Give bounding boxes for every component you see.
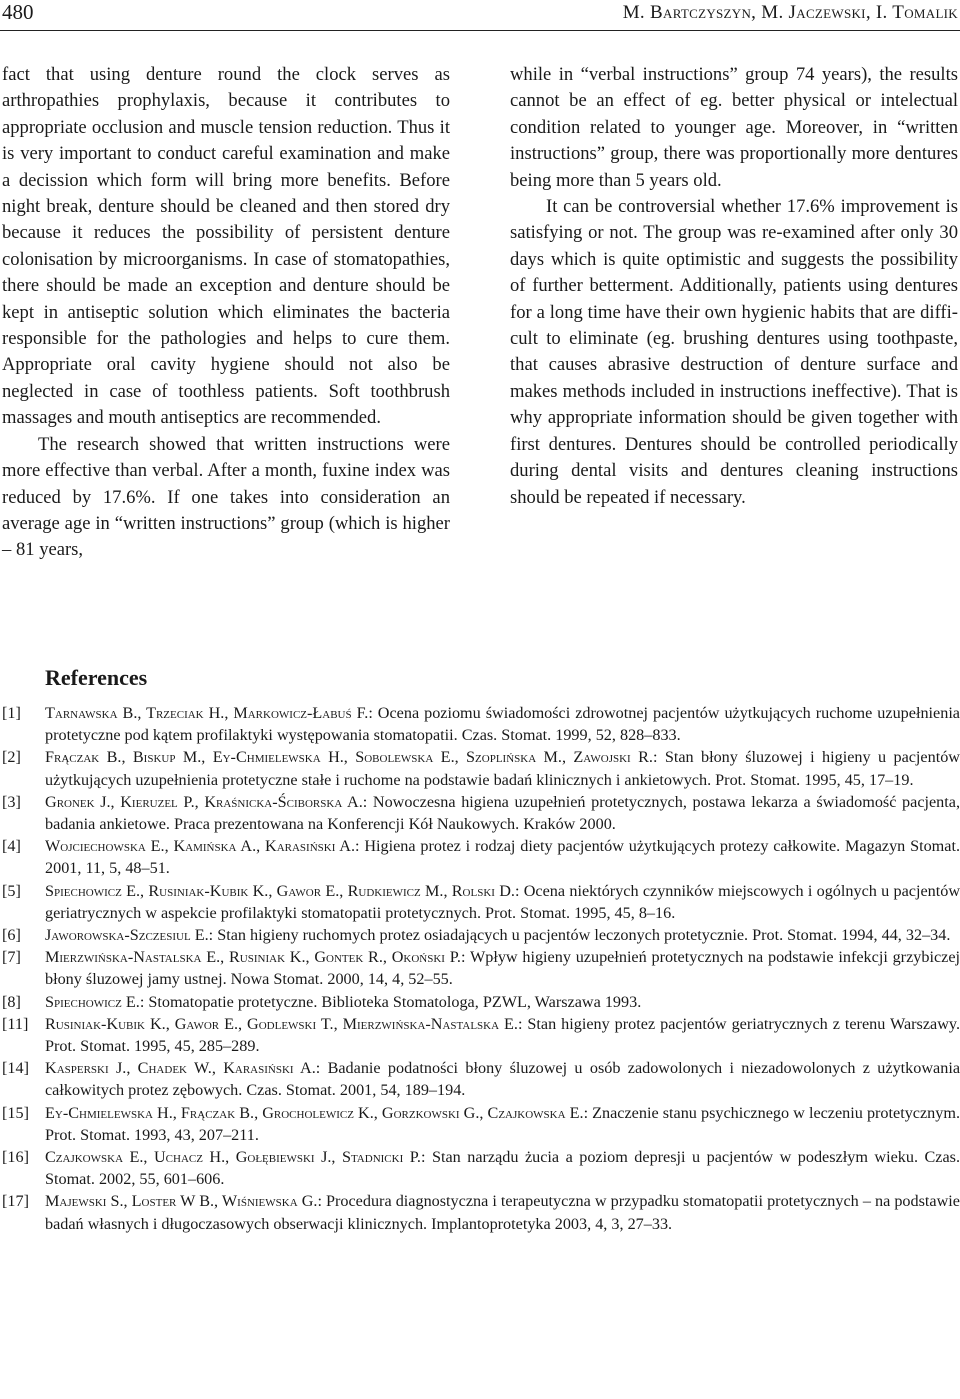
reference-text: : Stan błony śluzowej i higieny u pacjentów użytkujących uzupełnienia protetyczne stałe i ruchome na podstawie badań klinicznych i ankietowych. Prot. Stomat. 1995, 45, 17–19. [45,748,960,789]
reference-item [0,1102,960,1146]
right-column [510,62,958,511]
reference-number: [2] [2,748,21,767]
reference-text: : Procedura diagnostyczna i terapeutyczna w przypadku stomatopatii protetycznych – na podstawie badań własnych i długoczasowych obserwacji klinicznych. Implantoprotetyka 2003, 4, 3, 27–33. [45,1192,960,1233]
reference-authors: Mierzwińska-Nastalska E., Rusiniak K., Gontek R., Okoński P. [45,948,461,967]
reference-number: [15] [2,1103,29,1122]
reference-authors: Kasperski J., Chadek W., Karasiński A. [45,1059,316,1078]
page-number: 480 [2,0,34,24]
running-head: M. Bartczyszyn, M. Jaczewski, I. Tomalik [622,2,958,23]
reference-item [0,835,960,879]
reference-authors: Frączak B., Biskup M., Ey-Chmielewska H., Sobolewska E., Szoplińska M., Zawojski R. [45,748,653,767]
reference-item [0,991,960,1013]
reference-item [0,880,960,924]
reference-authors: Majewski S., Loster W B., Wiśniewska G. [45,1192,318,1211]
references-heading: References [45,665,148,690]
reference-number: [8] [2,992,21,1011]
left-paragraph-1: fact that using denture round the clock serves as arthropathies prophylaxis, because it contributes to appropriate occlusion and muscle tension reduction. Thus it is very important to conduct careful examination and make a decission which form will bring more benefits. Before night break, denture should be cleaned and then stored dry because it reduces the possibility of persistent denture colonisation by microorganisms. In case of stomatopathies, there should be made an exception and denture should be kept in antiseptic solution which eliminates the bacteria responsible for the pathologies and helps to cure them. Appropriate oral cavity hygiene should not also be neglected in case of toothless patients. Soft toothbrush massages and mouth antiseptics are recommended. [2,64,450,429]
reference-text: : Znaczenie stanu psychicznego w leczeniu protetycznym. Prot. Stomat. 1993, 43, 207–211. [45,1103,960,1144]
reference-text: : Stomatopatie protetyczne. Biblioteka Stomatologa, PZWL, Warszawa 1993. [139,992,642,1011]
reference-authors: Wojciechowska E., Kamińska A., Karasiński A. [45,837,356,856]
reference-authors: Czajkowska E., Uchacz H., Gołębiewski J., Stadnicki P. [45,1148,421,1167]
reference-item [0,1190,960,1234]
reference-number: [5] [2,881,21,900]
reference-authors: Gronek J., Kieruzel P., Kraśnicka-Ściborska A. [45,792,363,811]
reference-text: : Stan narządu żucia a poziom depresji u pacjentów w podeszłym wieku. Czas. Stomat. 2002, 55, 601–606. [45,1148,960,1189]
reference-number: [4] [2,837,21,856]
reference-text: : Higiena protez i rodzaj diety pacjentów użytkujących protezy całkowite. Magazyn Stomat. 2001, 11, 5, 48–51. [45,837,960,878]
reference-number: [6] [2,926,21,945]
reference-authors: Jaworowska-Szczesiul E. [45,926,209,945]
reference-authors: Ey-Chmielewska H., Frączak B., Grocholewicz K., Gorzkowski G., Czajkowska E. [45,1103,584,1122]
reference-text: : Ocena niektórych czynników miejscowych i ogólnych u pacjentów geriatrycznych w aspekcie profilaktyki stomatopatii protetycznych. Prot. Stomat. 1995, 45, 8–16. [45,881,960,922]
reference-number: [7] [2,948,21,967]
reference-text: : Ocena poziomu świadomości zdrowotnej pacjentów użytkujących ruchome uzupełnienia protetyczne pod kątem profilaktyki występowania stomatopatii. Czas. Stomat. 1999, 52, 828–833. [45,704,960,745]
reference-authors: Spiechowicz E., Rusiniak-Kubik K., Gawor E., Rudkiewicz M., Rolski D. [45,881,515,900]
reference-number: [16] [2,1148,29,1167]
header-rule [0,30,960,31]
reference-item [0,1146,960,1190]
reference-item [0,946,960,990]
page-header [0,0,960,30]
reference-number: [11] [2,1014,29,1033]
reference-number: [17] [2,1192,29,1211]
reference-text: : Stan higieny protez pacjentów geriatrycznych z terenu Warszawy. Prot. Stomat. 1995, 45, 285–289. [45,1014,960,1056]
reference-authors: Rusiniak-Kubik K., Gawor E., Godlewski T., Mierzwińska-Nastalska E. [45,1014,518,1033]
left-column [2,62,450,564]
reference-text: : Wpływ higieny uzupełnień protetycznych na podstawie infekcji grzybiczej błony śluzowej jamy ustnej. Nowa Stomat. 2000, 14, 4, 52–55. [45,948,960,989]
reference-text: : Badanie podatności błony śluzowej u osób zadowolonych i niezadowolonych z użytkowania całkowitych protez zębowych. Czas. Stomat. 2001, 54, 189–194. [45,1059,960,1100]
left-paragraph-2: The research showed that written instructions were more effective than verbal. After a month, fuxine index was reduced by 17.6%. If one takes into consideration an average age in “written instructions” group (which is higher – 81 years, [2,433,450,561]
right-paragraph-2: It can be controversial whether 17.6% improvement is satisfying or not. The group was re-examined after only 30 days which is quite optimistic and suggests the possibility of further betterment. Additionally, patients using dentures for a long time have their own hygienic habits that are difficult to eliminate (eg. brushing dentures using toothpaste, that causes abrasive destruction of denture surface and makes methods included in instructions ineffective). That is why appropriate information should be given together with first dentures. Dentures should be controlled periodically during dental visits and dentures cleaning instructions should be repeated if necessary. [510,196,958,508]
reference-authors: Tarnawska B., Trzeciak H., Markowicz-Łabuś F. [45,704,369,722]
reference-item [0,746,960,790]
right-paragraph-1: while in “verbal instructions” group 74 years), the results cannot be an effect of eg. better physical or intelectual condition related to younger age. Moreover, in “written instructions” group, there was proportionally more dentures being more than 5 years old. [510,64,958,191]
reference-text: : Nowoczesna higiena uzupełnień protetycznych, postawa lekarza a świadomość pacjenta, badania ankietowe. Praca prezentowana na Konferencji Kół Naukowych. Kraków 2000. [45,792,960,834]
reference-item [0,1013,960,1057]
reference-number: [14] [2,1059,29,1078]
reference-text: : Stan higieny ruchomych protez osiadających u pacjentów leczonych protetycznie. Prot. Stomat. 1994, 44, 32–34. [208,926,951,945]
reference-item [0,1057,960,1101]
reference-number: [1] [2,704,21,722]
reference-number: [3] [2,792,21,811]
reference-item [0,924,960,946]
references-list [0,702,960,1235]
reference-item [0,791,960,835]
reference-item [0,702,960,746]
reference-authors: Spiechowicz E. [45,992,140,1011]
